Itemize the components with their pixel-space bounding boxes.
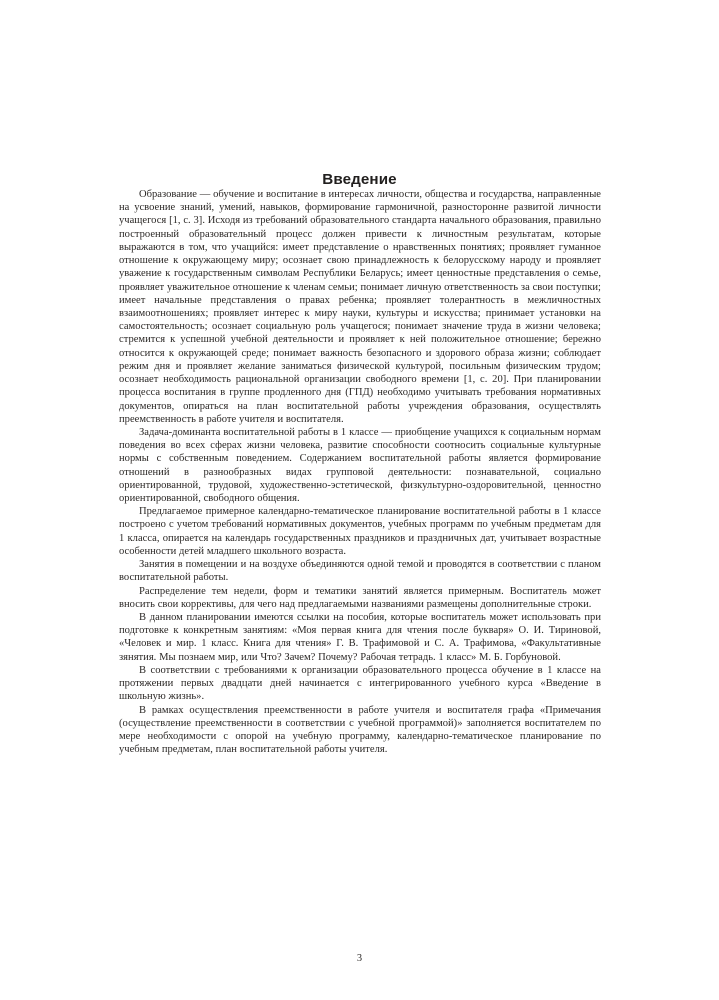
body-text-block — [119, 188, 601, 756]
paragraph: Образование — обучение и воспитание в интересах личности, общества и государства, направленные на усвоение знаний, умений, навыков, формирование гармоничной, разносторонне развитой личности учащегося [1, с. 3]. Исходя из требований образовательного стандарта начального образования, правильно построенный образовательный процесс должен привести к личностным результатам, которые выражаются в том, что учащийся: имеет представление о нравственных понятиях; проявляет гуманное отношение к окружающему миру; осознает свою принадлежность к белорусскому народу и проявляет уважение к государственным символам Республики Беларусь; имеет ценностные представления о семье, проявляет уважительное отношение к членам семьи; понимает личную ответственность за свои поступки; имеет начальные представления о правах ребенка; проявляет толерантность в межличностных взаимоотношениях; проявляет интерес к миру науки, культуры и искусства; принимает установки на самостоятельность; осознает социальную роль учащегося; понимает значение труда в жизни человека; стремится к успешной учебной деятельности и проявляет к ней положительное отношение; бережно относится к окружающей среде; понимает важность безопасного и здорового образа жизни; соблюдает режим дня и проявляет желание заниматься физической культурой, посильным физическим трудом; осознает необходимость рациональной организации свободного времени [1, с. 20]. При планировании процесса воспитания в группе продленного дня (ГПД) необходимо учитывать требования нормативных документов, опираться на план воспитательной работы учреждения образования, осуществлять преемственность в работе учителя и воспитателя. — [119, 189, 601, 425]
paragraph: В данном планировании имеются ссылки на пособия, которые воспитатель может использовать при подготовке к конкретным занятиям: «Моя первая книга для чтения после букваря» О. И. Тириновой, «Человек и мир. 1 класс. Книга для чтения» Г. В. Трафимовой и С. А. Трафимова, «Факультативные зянятия. Мы познаем мир, или Что? Зачем? Почему? Рабочая тетрадь. 1 класс» М. Б. Горбуновой. — [119, 612, 601, 663]
paragraph: Распределение тем недели, форм и тематики занятий является примерным. Воспитатель может вносить свои коррективы, для чего над предлагаемыми названиями размещены дополнительные строки. — [119, 585, 601, 610]
paragraph: Занятия в помещении и на воздухе объединяются одной темой и проводятся в соответствии с планом воспитательной работы. — [119, 559, 601, 584]
paragraph: Задача-доминанта воспитательной работы в 1 классе — приобщение учащихся к социальным нормам поведения во всех сферах жизни человека, развитие способности соотносить социальные культурные нормы с собственным поведением. Содержанием воспитательной работы является формирование отношений в разнообразных видах групповой деятельности: познавательной, социально ориентированной, трудовой, художественно-эстетической, физкультурно-оздоровительной, ценностно ориентированной, свободного общения. — [119, 426, 601, 505]
page-number: 3 — [356, 953, 363, 964]
paragraph: Предлагаемое примерное календарно-тематическое планирование воспитательной работы в 1 классе построено с учетом требований нормативных документов, учебных программ по учебным предметам для 1 класса, опирается на календарь государственных праздников и праздничных дат, учитывает возрастные особенности детей младшего школьного возраста. — [119, 506, 601, 557]
paragraph: В соответствии с требованиями к организации образовательного процесса обучение в 1 классе на протяжении первых двадцати дней начинается с интегрированного учебного курса «Введение в школьную жизнь». — [119, 664, 601, 703]
paragraph: В рамках осуществления преемственности в работе учителя и воспитателя графа «Примечания (осуществление преемственности в соответствии с учебной программой)» заполняется воспитателем по мере необходимости с опорой на учебную программу, календарно-тематическое планирование по учебным предметам, план воспитательной работы учителя. — [119, 704, 601, 756]
page-title: Введение — [322, 171, 397, 189]
